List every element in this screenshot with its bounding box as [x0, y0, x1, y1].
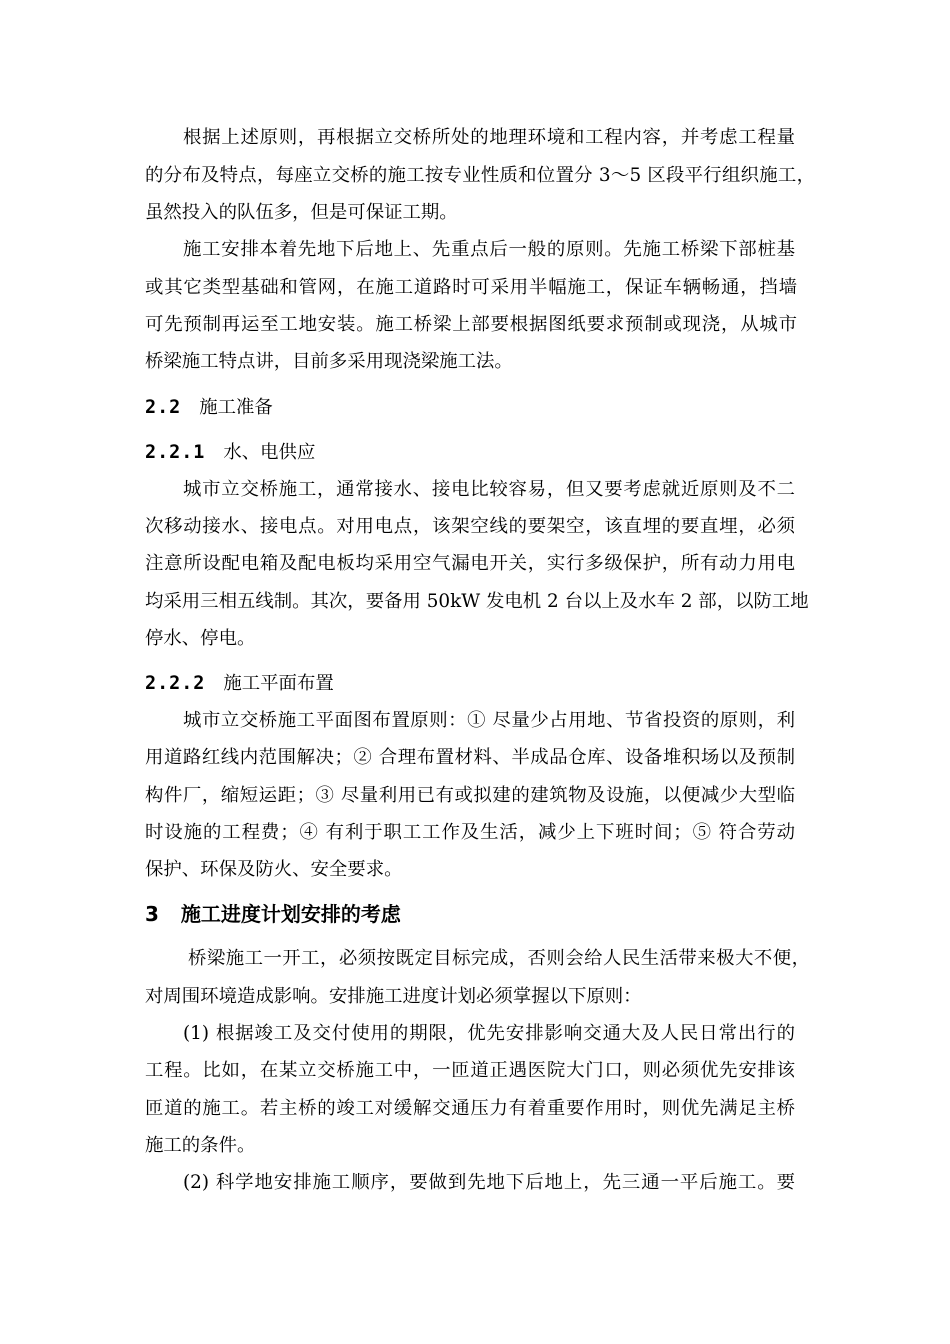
paragraph-line: 城市立交桥施工，通常接水、接电比较容易，但又要考虑就近原则及不二: [183, 479, 795, 500]
paragraph-line: 的分布及特点，每座立交桥的施工按专业性质和位置分 3～5 区段平行组织施工，: [145, 165, 815, 186]
paragraph-line: 停水、停电。: [145, 628, 256, 649]
paragraph-line: 对周围环境造成影响。安排施工进度计划必须掌握以下原则：: [145, 986, 642, 1007]
section-number: 2.2: [145, 397, 182, 418]
paragraph-line: 时设施的工程费；④ 有利于职工工作及生活，减少上下班时间；⑤ 符合劳动: [145, 822, 795, 843]
section-title: 水、电供应: [223, 442, 316, 463]
section-heading-3: [145, 900, 401, 928]
paragraph-line: 施工安排本着先地下后地上、先重点后一般的原则。先施工桥梁下部桩基: [183, 239, 795, 260]
paragraph-line: 或其它类型基础和管网，在施工道路时可采用半幅施工，保证车辆畅通，挡墙: [145, 277, 797, 298]
section-title: 施工平面布置: [223, 673, 334, 694]
paragraph-line: 根据上述原则，再根据立交桥所处的地理环境和工程内容，并考虑工程量: [183, 127, 795, 148]
paragraph-line: (2) 科学地安排施工顺序，要做到先地下后地上，先三通一平后施工。要: [183, 1172, 795, 1193]
paragraph-line: 可先预制再运至工地安装。施工桥梁上部要根据图纸要求预制或现浇，从城市: [145, 314, 797, 335]
section-title: 施工准备: [199, 397, 273, 418]
paragraph-line: 工程。比如，在某立交桥施工中，一匝道正遇医院大门口，则必须优先安排该: [145, 1060, 795, 1081]
paragraph-line: (1) 根据竣工及交付使用的期限，优先安排影响交通大及人民日常出行的: [183, 1023, 795, 1044]
paragraph-line: 均采用三相五线制。其次，要备用 50kW 发电机 2 台以上及水车 2 部，以防工地: [145, 591, 809, 612]
paragraph-line: 用道路红线内范围解决；② 合理布置材料、半成品仓库、设备堆积场以及预制: [145, 747, 795, 768]
paragraph-line: 构件厂，缩短运距；③ 尽量利用已有或拟建的建筑物及设施，以便减少大型临: [145, 785, 795, 806]
paragraph-line: 施工的条件。: [145, 1135, 256, 1156]
paragraph-line: 城市立交桥施工平面图布置原则：① 尽量少占用地、节省投资的原则，利: [183, 710, 795, 731]
section-heading-2-2: [145, 395, 273, 421]
section-title: 施工进度计划安排的考虑: [180, 902, 401, 926]
paragraph-line: 匝道的施工。若主桥的竣工对缓解交通压力有着重要作用时，则优先满足主桥: [145, 1098, 795, 1119]
paragraph-line: 注意所设配电箱及配电板均采用空气漏电开关，实行多级保护，所有动力用电: [145, 553, 795, 574]
section-heading-2-2-2: [145, 671, 334, 697]
paragraph-line: 桥梁施工一开工，必须按既定目标完成，否则会给人民生活带来极大不便，: [188, 948, 810, 969]
section-number: 3: [145, 902, 159, 926]
paragraph-line: 保护、环保及防火、安全要求。: [145, 859, 403, 880]
paragraph-line: 次移动接水、接电点。对用电点，该架空线的要架空，该直埋的要直埋，必须: [145, 516, 795, 537]
section-heading-2-2-1: [145, 440, 315, 466]
section-number: 2.2.2: [145, 673, 206, 694]
section-number: 2.2.1: [145, 442, 206, 463]
paragraph-line: 虽然投入的队伍多，但是可保证工期。: [145, 202, 458, 223]
paragraph-line: 桥梁施工特点讲，目前多采用现浇梁施工法。: [145, 351, 513, 372]
